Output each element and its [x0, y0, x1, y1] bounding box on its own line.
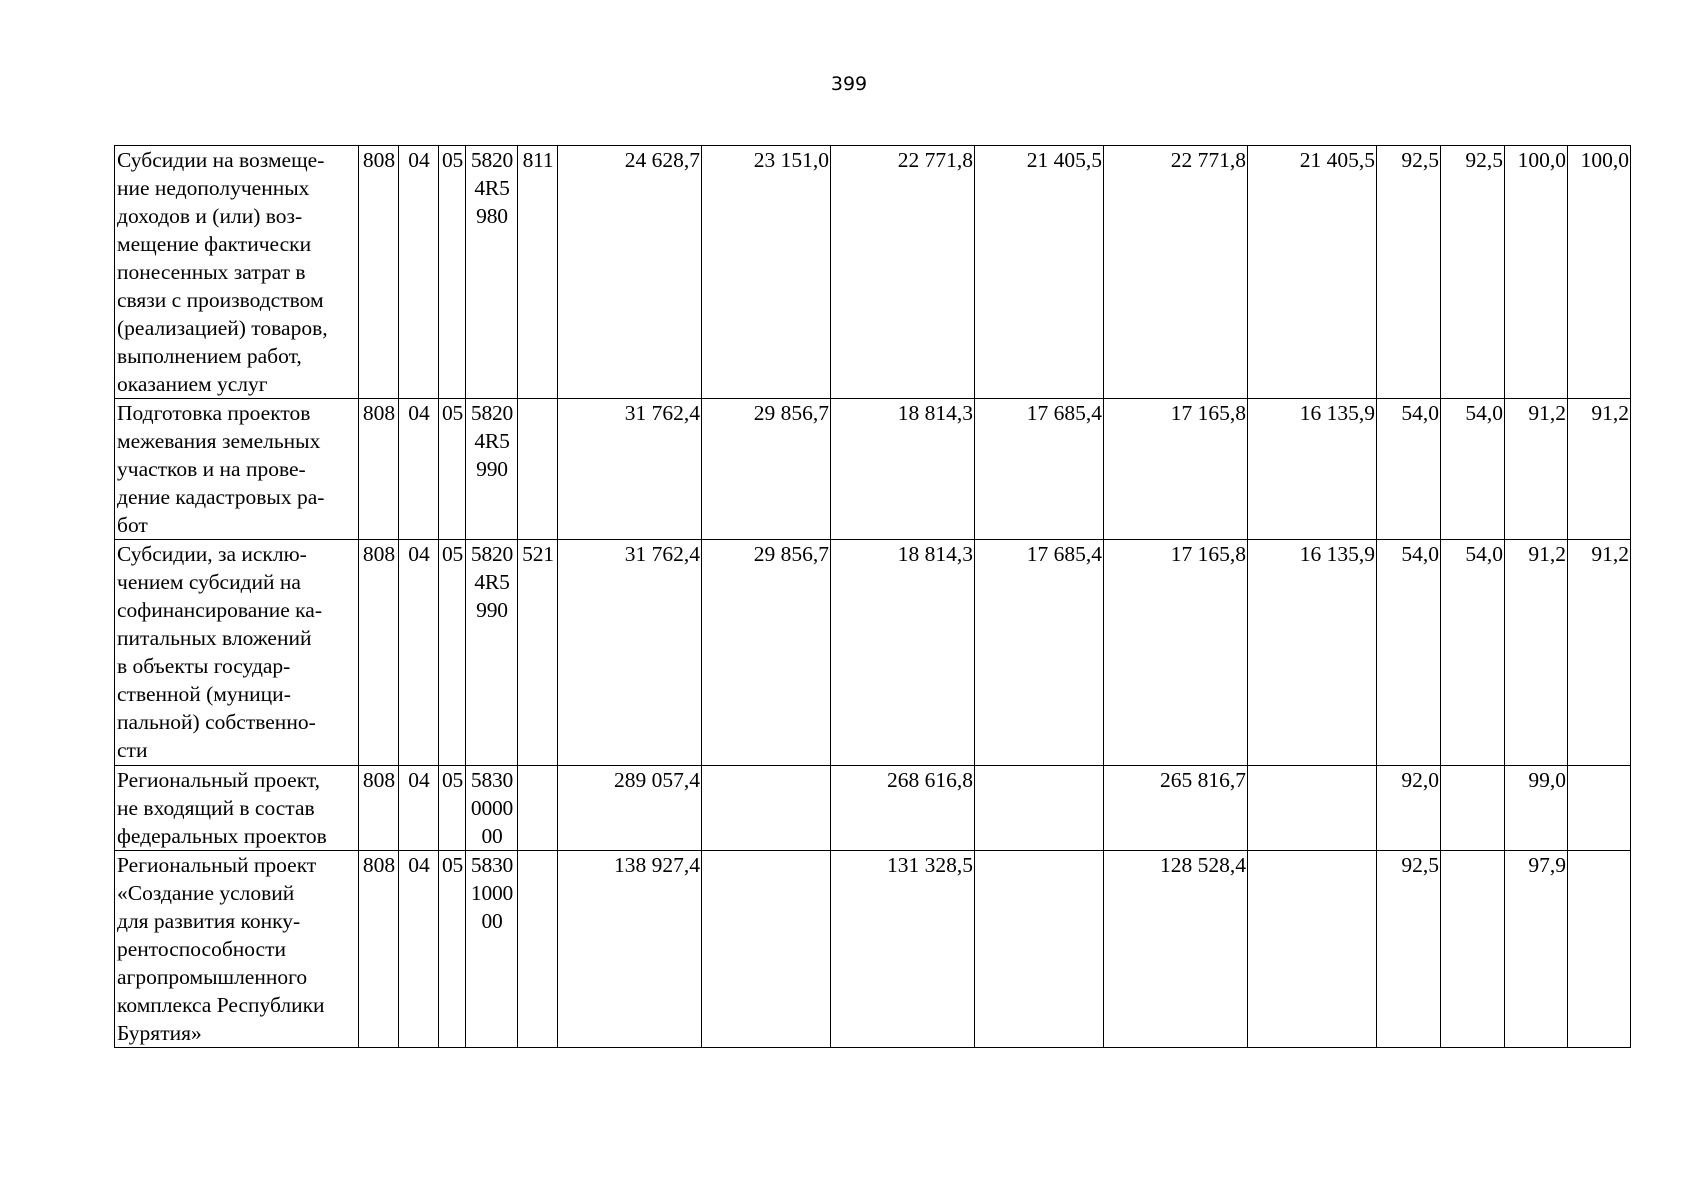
- row-name-line: комплекса Республики: [117, 993, 325, 1017]
- amount-cell: 16 135,9: [1248, 540, 1377, 766]
- amount-cell: 17 685,4: [975, 540, 1104, 766]
- percent-cell: [1441, 766, 1505, 851]
- percent-cell: [1568, 851, 1631, 1048]
- pr-cell: 05: [439, 766, 466, 851]
- percent-cell: 91,2: [1505, 540, 1568, 766]
- row-name-line: Региональный проект: [117, 853, 317, 877]
- row-name-line: сти: [117, 738, 148, 762]
- grbs-cell: 808: [359, 146, 399, 399]
- csr-line: 5820: [470, 401, 514, 425]
- rz-cell: 04: [399, 399, 439, 540]
- rz-cell: 04: [399, 766, 439, 851]
- table-row: [115, 146, 1631, 399]
- row-name-line: для развития конку-: [117, 909, 301, 933]
- row-name-cell: [115, 399, 359, 540]
- vr-cell: [518, 851, 558, 1048]
- row-name-line: в объекты государ-: [117, 654, 291, 678]
- row-name-line: рентоспособности: [117, 937, 286, 961]
- percent-cell: 92,5: [1377, 851, 1441, 1048]
- csr-line: 5820: [470, 542, 514, 566]
- rz-cell: 04: [399, 540, 439, 766]
- row-name-line: бот: [117, 513, 148, 537]
- row-name-line: дение кадастровых ра-: [117, 485, 325, 509]
- rz-cell: 04: [399, 851, 439, 1048]
- pr-cell: 05: [439, 851, 466, 1048]
- csr-line: 1000: [470, 881, 514, 905]
- percent-cell: 99,0: [1505, 766, 1568, 851]
- amount-cell: 23 151,0: [702, 146, 831, 399]
- row-name-line: Субсидии на возмеще-: [117, 148, 325, 172]
- percent-cell: 54,0: [1377, 540, 1441, 766]
- amount-cell: 138 927,4: [558, 851, 702, 1048]
- row-name-line: агропромышленного: [117, 965, 308, 989]
- csr-line: 990: [476, 598, 508, 622]
- csr-cell: [466, 766, 518, 851]
- row-name-line: питальных вложений: [117, 626, 312, 650]
- row-name-line: Подготовка проектов: [117, 401, 311, 425]
- amount-cell: 22 771,8: [831, 146, 975, 399]
- grbs-cell: 808: [359, 851, 399, 1048]
- table-row: [115, 766, 1631, 851]
- table-row: [115, 399, 1631, 540]
- amount-cell: 17 165,8: [1104, 399, 1248, 540]
- row-name-line: (реализацией) товаров,: [117, 316, 328, 340]
- amount-cell: 128 528,4: [1104, 851, 1248, 1048]
- row-name-line: «Создание условий: [117, 881, 295, 905]
- percent-cell: [1441, 851, 1505, 1048]
- csr-cell: [466, 540, 518, 766]
- csr-line: 5820: [470, 148, 514, 172]
- amount-cell: 17 685,4: [975, 399, 1104, 540]
- pr-cell: 05: [439, 540, 466, 766]
- amount-cell: 289 057,4: [558, 766, 702, 851]
- percent-cell: 92,0: [1377, 766, 1441, 851]
- percent-cell: [1568, 766, 1631, 851]
- percent-cell: 54,0: [1441, 399, 1505, 540]
- csr-cell: [466, 146, 518, 399]
- row-name-line: доходов и (или) воз-: [117, 204, 303, 228]
- row-name-line: оказанием услуг: [117, 372, 268, 396]
- page-number: 399: [830, 73, 868, 95]
- csr-line: 980: [476, 204, 508, 228]
- amount-cell: [702, 766, 831, 851]
- row-name-line: мещение фактически: [117, 232, 312, 256]
- percent-cell: 54,0: [1441, 540, 1505, 766]
- amount-cell: 24 628,7: [558, 146, 702, 399]
- percent-cell: 100,0: [1568, 146, 1631, 399]
- csr-cell: [466, 399, 518, 540]
- amount-cell: [975, 766, 1104, 851]
- row-name-cell: [115, 146, 359, 399]
- percent-cell: 54,0: [1377, 399, 1441, 540]
- percent-cell: 91,2: [1568, 399, 1631, 540]
- row-name-cell: [115, 851, 359, 1048]
- amount-cell: 17 165,8: [1104, 540, 1248, 766]
- csr-line: 4R5: [474, 176, 510, 200]
- percent-cell: 92,5: [1441, 146, 1505, 399]
- amount-cell: 268 616,8: [831, 766, 975, 851]
- row-name-line: федеральных проектов: [117, 824, 327, 848]
- row-name-line: чением субсидий на: [117, 570, 301, 594]
- amount-cell: 21 405,5: [975, 146, 1104, 399]
- csr-line: 00: [481, 824, 503, 848]
- csr-line: 00: [481, 909, 503, 933]
- row-name-line: софинансирование ка-: [117, 598, 322, 622]
- table-body: [115, 146, 1631, 1048]
- rz-cell: 04: [399, 146, 439, 399]
- csr-line: 4R5: [474, 570, 510, 594]
- budget-execution-table: [114, 145, 1631, 1048]
- amount-cell: [1248, 766, 1377, 851]
- row-name-line: ние недополученных: [117, 176, 310, 200]
- amount-cell: 22 771,8: [1104, 146, 1248, 399]
- amount-cell: 31 762,4: [558, 540, 702, 766]
- csr-line: 5830: [470, 853, 514, 877]
- amount-cell: [702, 851, 831, 1048]
- vr-cell: 521: [518, 540, 558, 766]
- table-row: [115, 540, 1631, 766]
- amount-cell: 29 856,7: [702, 399, 831, 540]
- csr-cell: [466, 851, 518, 1048]
- row-name-line: Региональный проект,: [117, 768, 321, 792]
- amount-cell: 21 405,5: [1248, 146, 1377, 399]
- amount-cell: 18 814,3: [831, 399, 975, 540]
- csr-line: 4R5: [474, 429, 510, 453]
- amount-cell: 16 135,9: [1248, 399, 1377, 540]
- amount-cell: 265 816,7: [1104, 766, 1248, 851]
- table-row: [115, 851, 1631, 1048]
- grbs-cell: 808: [359, 399, 399, 540]
- percent-cell: 97,9: [1505, 851, 1568, 1048]
- row-name-line: Бурятия»: [117, 1021, 202, 1045]
- percent-cell: 92,5: [1377, 146, 1441, 399]
- row-name-line: участков и на прове-: [117, 457, 306, 481]
- amount-cell: 18 814,3: [831, 540, 975, 766]
- vr-cell: [518, 766, 558, 851]
- amount-cell: 31 762,4: [558, 399, 702, 540]
- vr-cell: 811: [518, 146, 558, 399]
- row-name-line: связи с производством: [117, 288, 324, 312]
- row-name-line: межевания земельных: [117, 429, 321, 453]
- vr-cell: [518, 399, 558, 540]
- csr-line: 990: [476, 457, 508, 481]
- pr-cell: 05: [439, 399, 466, 540]
- row-name-line: Субсидии, за исклю-: [117, 542, 307, 566]
- amount-cell: [1248, 851, 1377, 1048]
- amount-cell: 131 328,5: [831, 851, 975, 1048]
- amount-cell: [975, 851, 1104, 1048]
- percent-cell: 91,2: [1568, 540, 1631, 766]
- grbs-cell: 808: [359, 540, 399, 766]
- pr-cell: 05: [439, 146, 466, 399]
- row-name-line: ственной (муници-: [117, 682, 291, 706]
- csr-line: 5830: [470, 768, 514, 792]
- row-name-line: понесенных затрат в: [117, 260, 306, 284]
- row-name-line: пальной) собственно-: [117, 710, 316, 734]
- row-name-cell: [115, 766, 359, 851]
- row-name-line: выполнением работ,: [117, 344, 302, 368]
- grbs-cell: 808: [359, 766, 399, 851]
- row-name-cell: [115, 540, 359, 766]
- percent-cell: 91,2: [1505, 399, 1568, 540]
- amount-cell: 29 856,7: [702, 540, 831, 766]
- percent-cell: 100,0: [1505, 146, 1568, 399]
- csr-line: 0000: [470, 796, 514, 820]
- row-name-line: не входящий в состав: [117, 796, 315, 820]
